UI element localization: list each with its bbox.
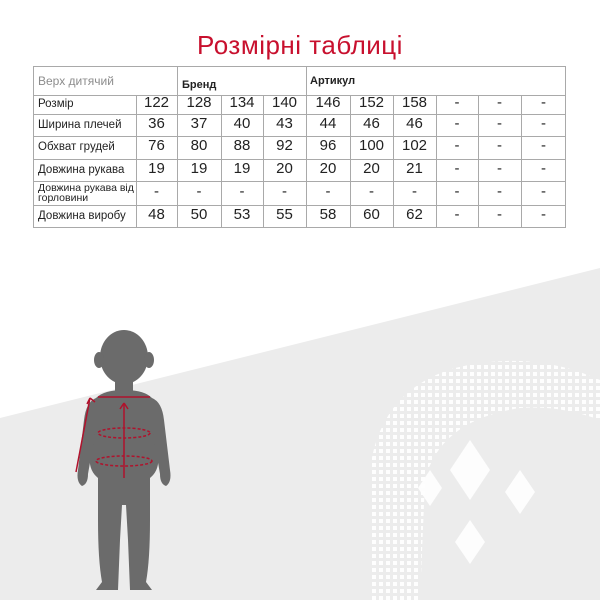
- table-cell: 46: [363, 114, 380, 132]
- table-cell: 122: [143, 94, 170, 111]
- table-cell: -: [497, 114, 502, 132]
- table-cell: -: [454, 137, 460, 154]
- table-cell: -: [541, 137, 546, 154]
- table-cell: 20: [363, 159, 380, 177]
- table-cell: 20: [276, 159, 293, 177]
- table-cell: 50: [190, 206, 208, 223]
- brand-header: Бренд: [182, 79, 217, 91]
- table-cell: 46: [406, 114, 423, 132]
- category-header: Верх дитячий: [38, 74, 114, 88]
- table-cell: -: [541, 94, 546, 111]
- table-cell: 44: [319, 114, 337, 132]
- table-cell: -: [325, 182, 331, 200]
- table-cell: 21: [406, 159, 423, 177]
- table-cell: -: [154, 182, 159, 200]
- table-cell: 43: [276, 114, 293, 132]
- table-cell: 19: [148, 159, 165, 177]
- table-cell: -: [454, 159, 460, 177]
- table-cell: -: [541, 114, 546, 132]
- table-cell: 37: [190, 114, 208, 132]
- row-label: Обхват грудей: [38, 141, 115, 153]
- table-cell: 58: [319, 206, 337, 223]
- table-cell: -: [497, 159, 502, 177]
- table-cell: 88: [233, 137, 251, 154]
- table-cell: 102: [401, 137, 428, 154]
- row-label: Довжина рукава від горловини: [38, 182, 134, 204]
- table-cell: 20: [319, 159, 337, 177]
- table-cell: -: [454, 94, 460, 111]
- table-cell: -: [497, 137, 502, 154]
- table-cell: 76: [148, 137, 165, 154]
- table-cell: 134: [229, 94, 255, 111]
- table-cell: -: [454, 182, 460, 200]
- table-cell: 96: [319, 137, 337, 154]
- table-cell: -: [412, 182, 417, 200]
- table-cell: -: [541, 159, 546, 177]
- table-cell: 146: [315, 94, 341, 111]
- table-cell: 80: [190, 137, 208, 154]
- table-cell: -: [239, 182, 245, 200]
- table-cell: -: [541, 182, 546, 200]
- table-cell: -: [282, 182, 287, 200]
- table-cell: 92: [276, 137, 293, 154]
- table-cell: -: [541, 206, 546, 223]
- table-cell: 53: [233, 206, 251, 223]
- table-cell: 62: [406, 206, 423, 223]
- table-cell: -: [497, 182, 502, 200]
- row-label: Довжина рукава: [38, 163, 125, 176]
- table-cell: 128: [186, 94, 212, 111]
- table-cell: -: [196, 182, 202, 200]
- table-cell: 48: [148, 206, 165, 223]
- table-cell: 36: [148, 114, 165, 132]
- table-cell: -: [454, 114, 460, 132]
- row-label: Розмір: [38, 98, 74, 110]
- article-header: Артикул: [310, 75, 356, 87]
- table-cell: 19: [190, 159, 208, 177]
- table-cell: 60: [363, 206, 380, 223]
- table-cell: 140: [271, 94, 298, 111]
- table-cell: 158: [401, 94, 428, 111]
- table-cell: -: [497, 206, 502, 223]
- table-cell: -: [454, 206, 460, 223]
- row-label: Ширина плечей: [38, 118, 122, 131]
- table-cell: 40: [233, 114, 251, 132]
- table-cell: 152: [358, 94, 385, 111]
- table-cell: -: [497, 94, 502, 111]
- table-cell: 55: [276, 206, 293, 223]
- row-label: Довжина виробу: [38, 210, 126, 222]
- page-title: Розмірні таблиці: [197, 30, 403, 60]
- table-cell: 100: [358, 137, 385, 154]
- table-cell: -: [369, 182, 374, 200]
- table-cell: 19: [233, 159, 251, 177]
